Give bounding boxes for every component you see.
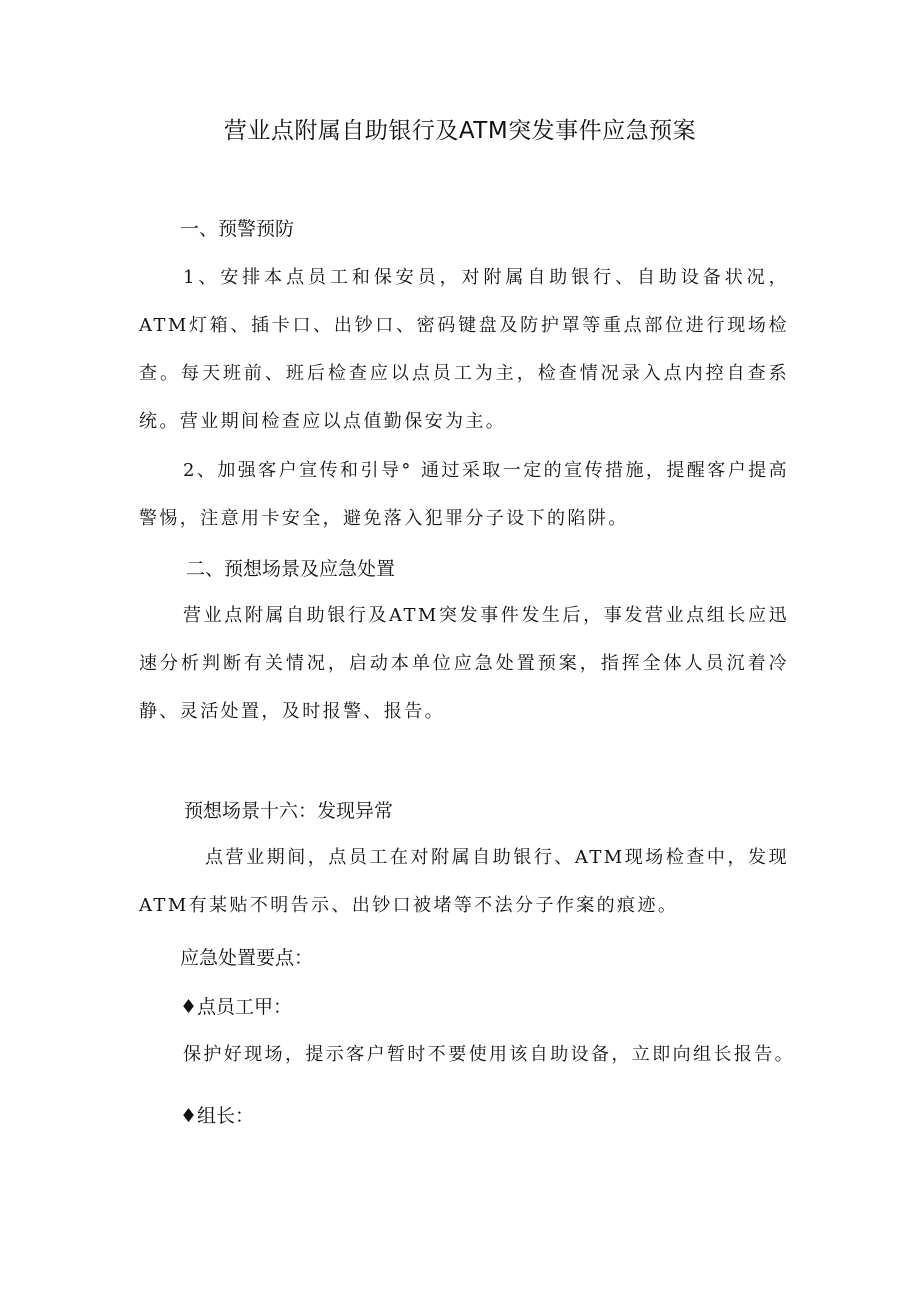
paragraph-scenario-description: 点营业期间，点员工在对附属自助银行、ATM现场检查中，发现ATM有某贴不明告示、出钞口被堵等不法分子作案的痕迹。 (139, 847, 789, 916)
paragraph-customer-education: 2、加强客户宣传和引导° 通过采取一定的宣传措施，提醒客户提高警惕，注意用卡安全，避免落入犯罪分子设下的陷阱。 (139, 460, 789, 529)
section-heading-scenarios: 二、预想场景及应急处置 (186, 558, 396, 580)
key-points-heading: 应急处置要点： (180, 947, 314, 969)
leader-heading: ♦组长： (180, 1105, 255, 1127)
paragraph-inspection: 1、安排本点员工和保安员，对附属自助银行、自助设备状况，ATM灯箱、插卡口、出钞口、密码键盘及防护罩等重点部位进行现场检查。每天班前、班后检查应以点员工为主，检查情况录入点内控自查系统。营业期间检查应以点值勤保安为主。 (139, 267, 789, 432)
document-title: 营业点附属自助银行及ATM突发事件应急预案 (223, 118, 697, 144)
staff-a-instruction: 保护好现场，提示客户暂时不要使用该自助设备，立即向组长报告。 (183, 1044, 795, 1065)
paragraph-emergency-response: 营业点附属自助银行及ATM突发事件发生后，事发营业点组长应迅速分析判断有关情况，启动本单位应急处置预案，指挥全体人员沉着冷静、灵活处置，及时报警、报告。 (139, 605, 789, 722)
staff-a-heading: ♦点员工甲： (180, 996, 293, 1018)
section-heading-early-warning: 一、预警预防 (180, 218, 295, 240)
scenario-heading: 预想场景十六：发现异常 (184, 800, 394, 822)
